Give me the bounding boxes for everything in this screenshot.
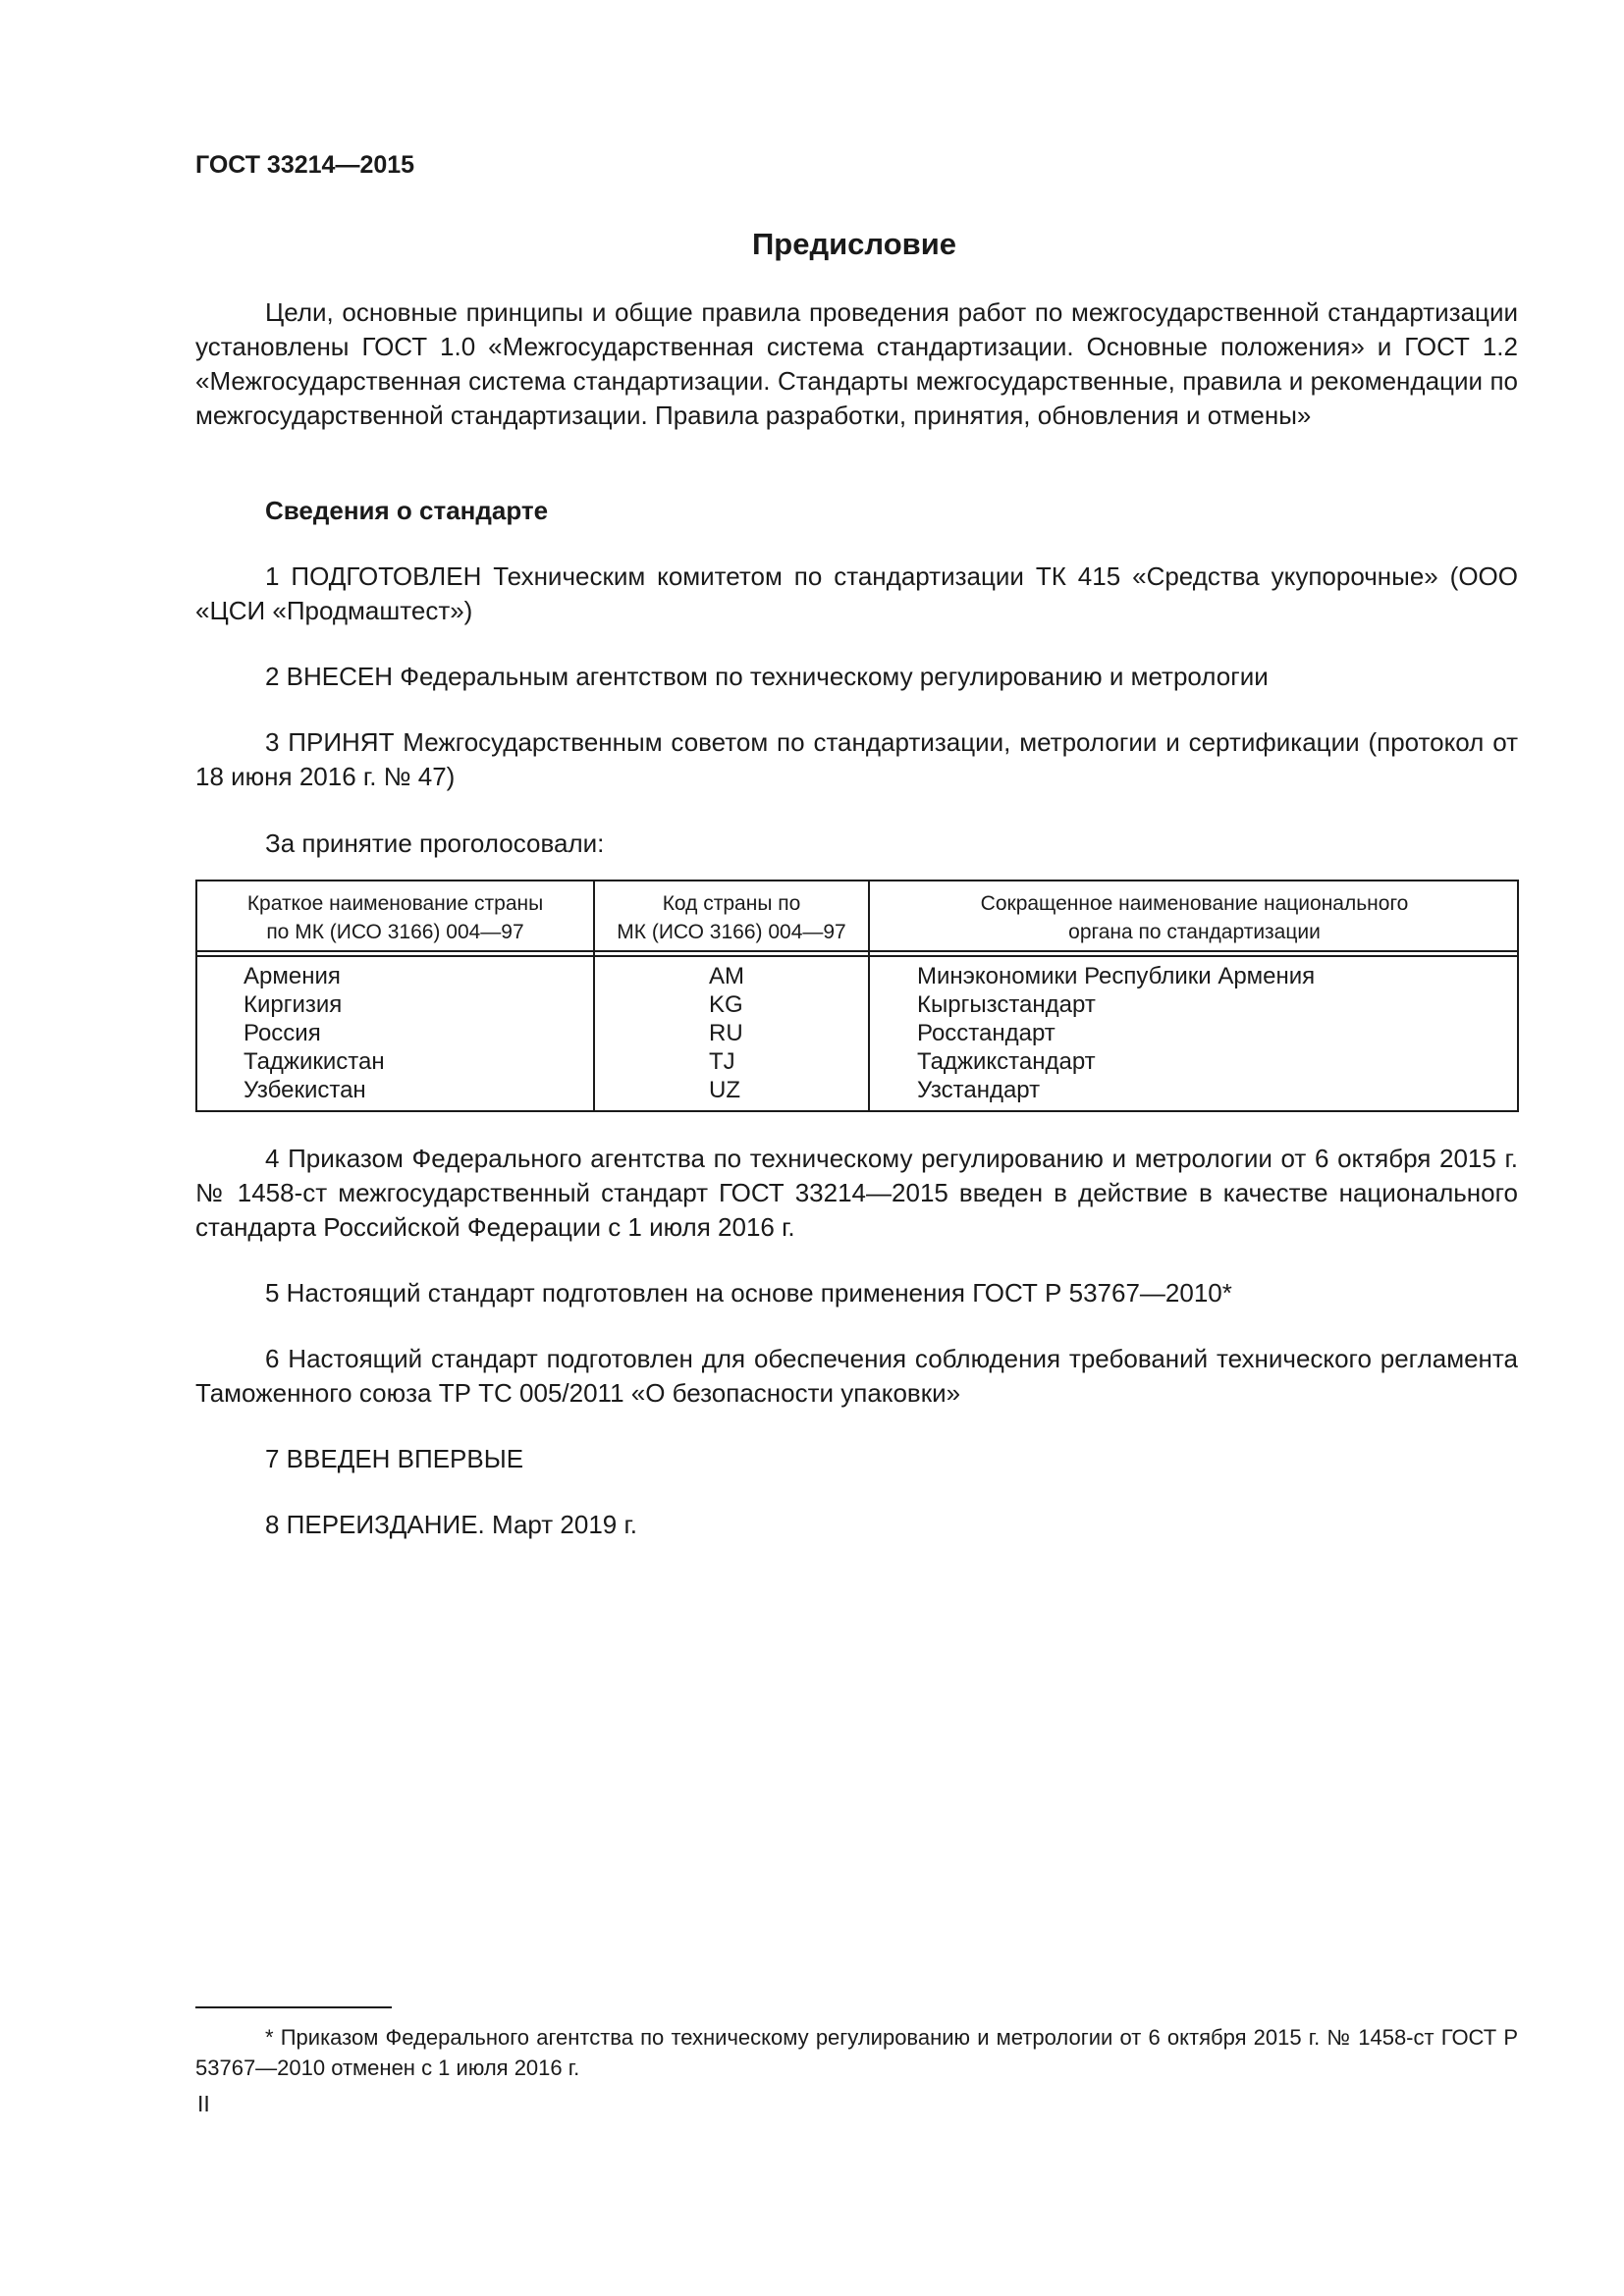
item-5: 5 Настоящий стандарт подготовлен на основе применения ГОСТ Р 53767—2010*	[265, 1278, 1232, 1308]
table-cell-country: Таджикистан	[244, 1048, 385, 1075]
header-code	[595, 889, 868, 946]
intro-paragraph: Цели, основные принципы и общие правила проведения работ по межгосударственной стандартизации установлены ГОСТ 1.0 «Межгосударственная система стандартизации. Основные положения» и ГОСТ 1.2 «Межгосударственная система стандартизации. Стандарты межгосударственные, правила и рекомендации по межгосударственной стандартизации. Правила разработки, принятия, обновления и отмены»	[195, 297, 1518, 430]
voting-table	[195, 880, 1519, 1112]
footnote: * Приказом Федерального агентства по техническому регулированию и метрологии от 6 октября 2015 г. № 1458-ст ГОСТ Р 53767—2010 отменен с 1 июля 2016 г.	[195, 2025, 1518, 2080]
country-column	[244, 962, 385, 1104]
org-column	[917, 962, 1315, 1104]
table-cell-code: RU	[709, 1020, 743, 1046]
table-header-rule	[197, 950, 1517, 952]
code-column	[709, 962, 744, 1104]
header-org-line2: органа по стандартизации	[1068, 921, 1321, 943]
item-7: 7 ВВЕДЕН ВПЕРВЫЕ	[265, 1444, 524, 1473]
footnote-separator	[195, 2006, 392, 2008]
item-8: 8 ПЕРЕИЗДАНИЕ. Март 2019 г.	[265, 1510, 638, 1539]
table-cell-code: AM	[709, 963, 744, 989]
table-cell-code: UZ	[709, 1077, 740, 1103]
item-6: 6 Настоящий стандарт подготовлен для обеспечения соблюдения требований технического регламента Таможенного союза ТР ТС 005/2011 «О безопасности упаковки»	[195, 1344, 1518, 1408]
document-code-header: ГОСТ 33214—2015	[195, 151, 415, 179]
table-cell-code: TJ	[709, 1048, 735, 1075]
header-org-line1: Сокращенное наименование национального	[980, 892, 1409, 915]
table-cell-org: Росстандарт	[917, 1020, 1056, 1046]
table-cell-org: Таджикстандарт	[917, 1048, 1096, 1075]
header-code-line2: МК (ИСО 3166) 004—97	[617, 921, 846, 943]
section-heading: Сведения о стандарте	[265, 496, 549, 525]
header-code-line1: Код страны по	[662, 892, 801, 915]
table-cell-org: Кыргызстандарт	[917, 991, 1096, 1018]
header-country-line2: по МК (ИСО 3166) 004—97	[266, 921, 524, 943]
table-cell-country: Киргизия	[244, 991, 343, 1018]
page-title: Предисловие	[751, 227, 956, 261]
item-1: 1 ПОДГОТОВЛЕН Техническим комитетом по стандартизации ТК 415 «Средства укупорочные» (ООО «ЦСИ «Продмаштест»)	[195, 561, 1518, 625]
header-country-line1: Краткое наименование страны	[246, 892, 544, 915]
voted-label: За принятие проголосовали:	[265, 828, 605, 858]
header-org	[870, 889, 1519, 946]
page-number: II	[197, 2091, 210, 2116]
item-4: 4 Приказом Федерального агентства по техническому регулированию и метрологии от 6 октября 2015 г. № 1458-ст межгосударственный стандарт ГОСТ 33214—2015 введен в действие в качестве национального стандарта Российской Федерации с 1 июля 2016 г.	[195, 1144, 1518, 1242]
table-cell-org: Узстандарт	[917, 1077, 1041, 1103]
table-cell-country: Узбекистан	[244, 1077, 366, 1103]
header-country	[197, 889, 593, 946]
item-3: 3 ПРИНЯТ Межгосударственным советом по стандартизации, метрологии и сертификации (протокол от 18 июня 2016 г. № 47)	[195, 727, 1518, 791]
table-cell-country: Армения	[244, 963, 341, 989]
table-header-rule	[197, 955, 1517, 957]
table-cell-org: Минэкономики Республики Армения	[917, 963, 1316, 989]
table-cell-code: KG	[709, 991, 743, 1018]
table-cell-country: Россия	[244, 1020, 321, 1046]
item-2: 2 ВНЕСЕН Федеральным агентством по техническому регулированию и метрологии	[265, 662, 1269, 691]
